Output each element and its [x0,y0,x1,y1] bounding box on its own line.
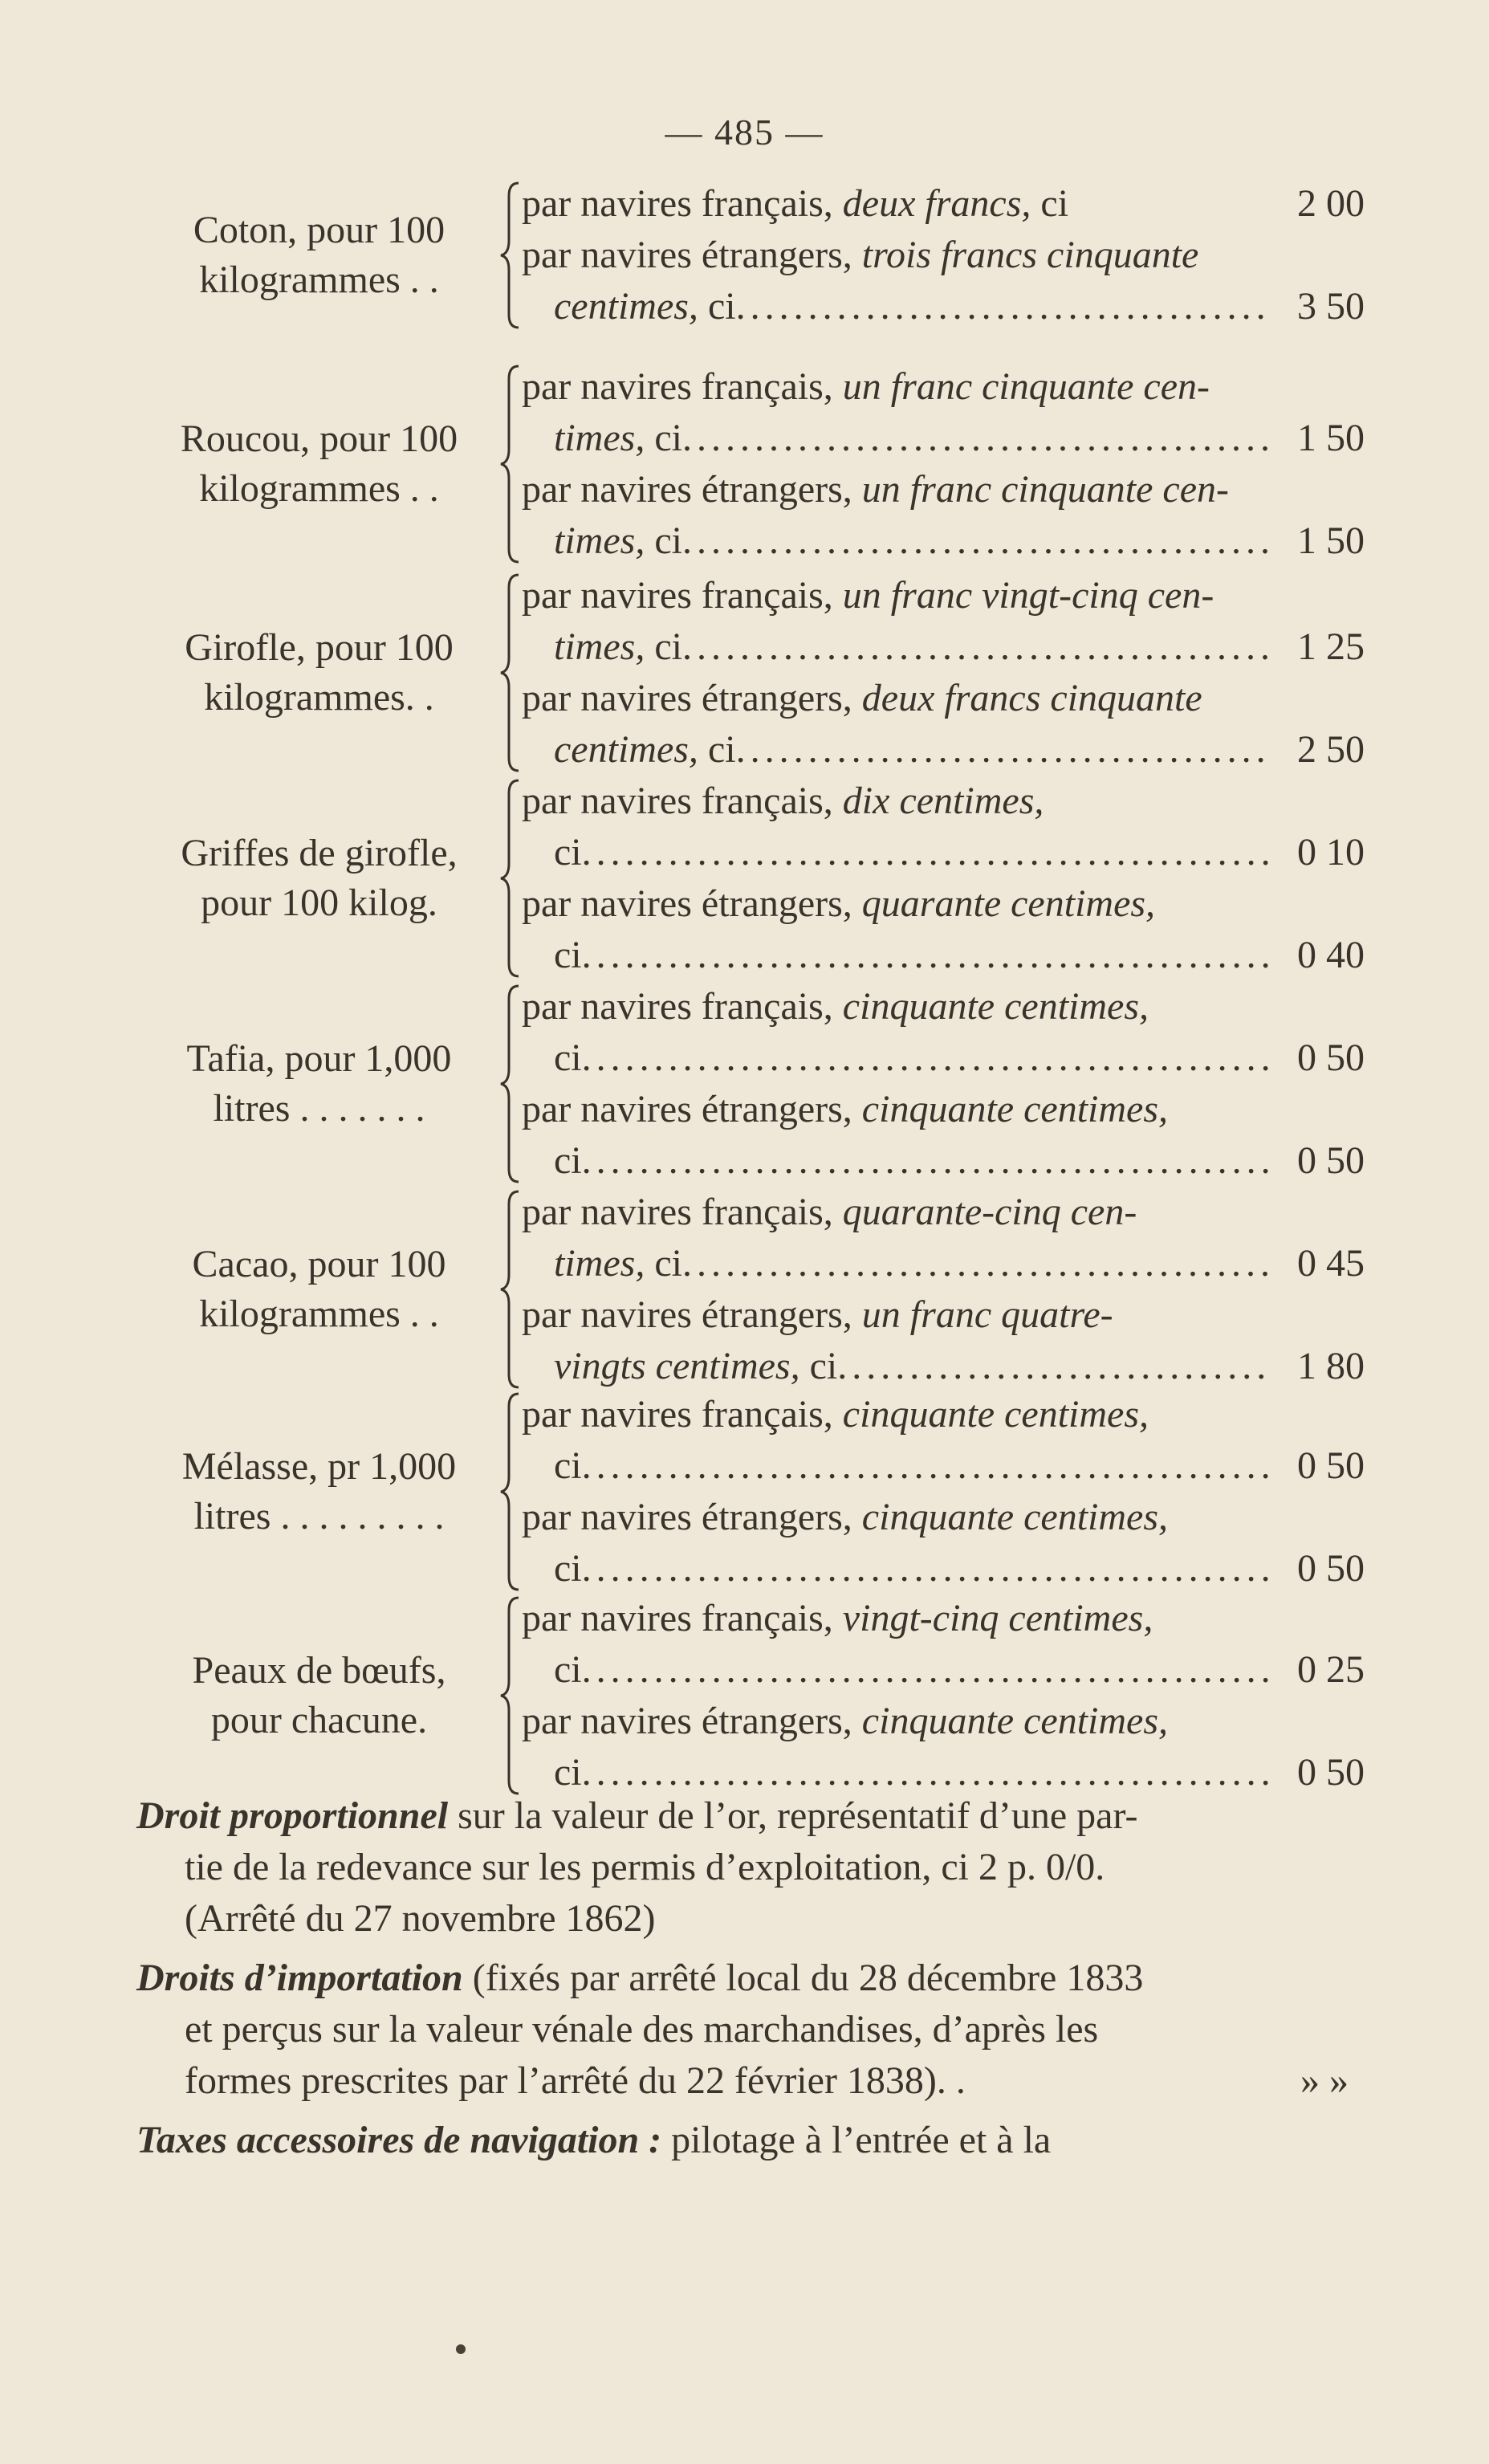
rate-amount [1268,878,1365,930]
entry-item-line: kilogrammes. . [204,676,434,719]
dot-leader [582,1644,1268,1696]
rate-line [522,230,1365,281]
rate-line [522,776,1365,827]
rate-line-italic: centimes, [554,285,698,328]
entry-item-label [136,1034,502,1134]
tariff-entry [136,981,1365,1187]
tariff-entry [136,178,1365,332]
rate-line-plain: ci [554,1751,582,1794]
rate-line [522,1543,1365,1594]
dot-leader [582,827,1268,878]
rate-line [522,1389,1365,1440]
rate-line [522,878,1365,930]
page-number: — 485 — [665,112,824,153]
taxes-text: pilotage à l’entrée et à la [661,2119,1052,2161]
rate-amount: 1 25 [1297,625,1365,668]
dot-leader [582,1032,1268,1084]
rate-amount [1268,1696,1365,1747]
dot-leader [682,515,1268,567]
rate-amount: 0 50 [1297,1139,1365,1182]
rate-line [522,515,1365,567]
spacer [1229,464,1268,515]
rate-line-italic: un franc quatre- [861,1293,1113,1336]
rate-line-italic: times, [554,625,645,668]
spacer [1214,570,1268,621]
dot-leader [582,1135,1268,1187]
rate-line-plain: par navires français, [522,1597,843,1639]
rate-line [522,673,1365,724]
rate-line [522,1289,1365,1341]
rate-line-text [554,1644,582,1696]
rate-line-text [522,1289,1113,1341]
rate-amount: 0 10 [1297,831,1365,874]
rate-line [522,464,1365,515]
spacer [1198,230,1268,281]
rate-amount: 0 25 [1297,1648,1365,1691]
rate-line [522,361,1365,413]
entry-item-label [136,829,502,928]
rate-line-text [522,1084,1168,1135]
droit-proportionnel-paragraph [136,1790,1365,1945]
rate-line-italic: cinquante centimes, [861,1700,1169,1742]
droits-importation-paragraph [136,1953,1365,2107]
rate-line-after: ci [645,1242,682,1285]
rate-line-text [554,1238,682,1289]
rate-amount: 1 50 [1297,417,1365,459]
rate-line-after: ci [1031,182,1069,225]
rate-line-text [522,1187,1137,1238]
rate-line-plain: par navires étrangers, [522,1700,862,1742]
rate-line [522,1492,1365,1543]
rate-line [522,1644,1365,1696]
rate-line-plain: par navires étrangers, [522,1496,862,1538]
rate-line-text [522,1389,1149,1440]
entry-item-line: Peaux de bœufs, [192,1649,446,1692]
rate-line [522,1032,1365,1084]
rate-line-after: ci [698,728,736,771]
rate-line-plain: par navires étrangers, [522,677,862,719]
rate-amount: 1 50 [1297,519,1365,562]
spacer [1044,776,1268,827]
rate-line [522,724,1365,776]
rate-amount: 0 40 [1297,934,1365,976]
rate-line-italic: cinquante centimes, [861,1088,1169,1130]
entry-item-label [136,1442,502,1542]
rate-line-italic: times, [554,417,645,459]
entry-item-line: litres . . . . . . . . . [193,1495,445,1537]
rate-amount [1268,1389,1365,1440]
entry-item-line: Coton, pour 100 [193,209,445,251]
droits-importation-amount: » » [1300,2059,1349,2102]
rate-line [522,981,1365,1032]
rate-line-italic: cinquante centimes, [842,1393,1149,1436]
rate-line-plain: par navires français, [522,365,843,408]
rate-amount: 0 50 [1297,1037,1365,1079]
rate-amount [1268,673,1365,724]
rate-line-italic: times, [554,1242,645,1285]
rate-line-plain: par navires étrangers, [522,1293,862,1336]
rate-line-italic: cinquante centimes, [842,985,1149,1028]
dot-leader [582,930,1268,981]
rate-line [522,827,1365,878]
entry-item-line: pour 100 kilog. [201,882,437,924]
entry-rate-lines [522,178,1365,332]
entry-item-line: Cacao, pour 100 [192,1243,446,1285]
entry-item-label [136,1646,502,1745]
entry-item-label [136,623,502,723]
rate-line-text [554,1543,582,1594]
rate-line [522,570,1365,621]
rate-line-italic: un franc cinquante cen- [842,365,1210,408]
rate-line-text [554,1341,837,1392]
droits-importation-line-2: et perçus sur la valeur vénale des marchandises, d’après les [185,2008,1099,2051]
rate-line-text [554,1440,582,1492]
dot-leader [682,1238,1268,1289]
spacer [1068,178,1268,230]
rate-line-plain: par navires étrangers, [522,882,862,925]
rate-line [522,1341,1365,1392]
rate-line-text [522,570,1214,621]
dot-leader [582,1440,1268,1492]
spacer [1210,361,1268,413]
rate-amount [1268,464,1365,515]
rate-line-text [522,464,1229,515]
tariff-entry [136,1593,1365,1798]
spacer [1137,1187,1268,1238]
entry-item-line: Mélasse, pr 1,000 [181,1445,457,1488]
rate-amount [1268,1289,1365,1341]
dot-leader [682,413,1268,464]
rate-line [522,1696,1365,1747]
rate-amount [1268,776,1365,827]
rate-line-text [554,930,582,981]
rate-line [522,178,1365,230]
rate-amount [1268,1593,1365,1644]
rate-line-italic: un franc cinquante cen- [861,468,1229,511]
tariff-entry [136,776,1365,981]
rate-line-text [554,281,736,332]
rate-line-italic: deux francs cinquante [861,677,1202,719]
rate-line-text [554,827,582,878]
spacer [1168,1084,1268,1135]
rate-line-plain: par navires étrangers, [522,468,862,511]
droit-proportionnel-line-1: sur la valeur de l’or, représentatif d’une par- [448,1794,1138,1837]
rate-line-plain: par navires étrangers, [522,234,862,276]
rate-amount [1268,570,1365,621]
entry-item-line: Roucou, pour 100 [180,417,458,460]
entry-rate-lines [522,776,1365,981]
rate-line-plain: par navires français, [522,1393,843,1436]
entry-rate-lines [522,1389,1365,1594]
rate-amount: 0 50 [1297,1751,1365,1794]
entry-item-line: Girofle, pour 100 [185,626,454,669]
droit-proportionnel-line-2: tie de la redevance sur les permis d’exploitation, ci 2 p. 0/0. [185,1846,1105,1888]
rate-amount [1268,1492,1365,1543]
tariff-entry [136,361,1365,567]
rate-line-plain: par navires français, [522,780,843,822]
spacer [1168,1492,1268,1543]
rate-line-after: ci [799,1345,838,1387]
rate-line [522,1084,1365,1135]
dot-leader [582,1543,1268,1594]
droit-proportionnel-label: Droit proportionnel [136,1794,449,1837]
spacer [1155,878,1268,930]
rate-line-text [554,1135,582,1187]
rate-line-italic: vingts centimes, [554,1345,800,1387]
droits-importation-line-1: (fixés par arrêté local du 28 décembre 1833 [462,1957,1144,1999]
rate-line-text [554,621,682,673]
rate-line-italic: un franc vingt-cinq cen- [842,574,1214,617]
entry-item-label [136,414,502,514]
rate-line-plain: ci [554,1547,582,1590]
rate-line-text [522,878,1155,930]
rate-line-text [554,1032,582,1084]
droits-importation-line-3: formes prescrites par l’arrêté du 22 février 1838). . [185,2059,966,2102]
rate-line [522,621,1365,673]
rate-line [522,1135,1365,1187]
droit-proportionnel-line-3: (Arrêté du 27 novembre 1862) [185,1897,656,1940]
tariff-entry [136,570,1365,776]
entry-rate-lines [522,361,1365,567]
rate-amount: 2 50 [1297,728,1365,771]
rate-line-after: ci [698,285,736,328]
dot-leader [736,281,1268,332]
rate-line-text [522,1696,1168,1747]
rate-line-text [522,1593,1153,1644]
rate-line-text [522,361,1210,413]
rate-line-italic: deux francs, [842,182,1031,225]
entry-item-line: litres . . . . . . . [213,1087,425,1130]
spacer [1153,1593,1268,1644]
rate-amount [1268,1187,1365,1238]
rate-amount: 3 50 [1297,285,1365,328]
rate-line-plain: ci [554,1444,582,1487]
rate-amount: 0 50 [1297,1547,1365,1590]
entry-rate-lines [522,570,1365,776]
rate-line-italic: dix centimes, [842,780,1044,822]
rate-line [522,1593,1365,1644]
rate-amount: 1 80 [1297,1345,1365,1387]
rate-line-text [554,413,682,464]
spacer [1202,673,1268,724]
rate-amount [1268,981,1365,1032]
rate-line-plain: ci [554,1648,582,1691]
rate-line-plain: ci [554,831,582,874]
rate-line-italic: cinquante centimes, [861,1496,1169,1538]
rate-line-plain: par navires français, [522,1191,843,1233]
entry-item-line: Tafia, pour 1,000 [186,1037,452,1080]
rate-amount: 2 00 [1297,182,1365,225]
rate-line-text [522,981,1149,1032]
rate-line-text [522,776,1044,827]
dot-leader [736,724,1268,776]
rate-line-plain: par navires français, [522,985,843,1028]
rate-line-italic: quarante centimes, [861,882,1156,925]
rate-line-plain: par navires français, [522,574,843,617]
spacer [1168,1696,1268,1747]
entry-item-line: pour chacune. [210,1699,428,1741]
rate-line [522,930,1365,981]
rate-line-after: ci [645,519,682,562]
taxes-paragraph [136,2115,1365,2166]
entry-rate-lines [522,981,1365,1187]
rate-line-after: ci [645,625,682,668]
spacer [1149,1389,1268,1440]
spacer [1149,981,1268,1032]
spacer [1113,1289,1268,1341]
rate-line [522,281,1365,332]
rate-line-text [522,230,1198,281]
entry-item-line: kilogrammes . . [199,467,439,510]
rate-line [522,1187,1365,1238]
rate-line-italic: centimes, [554,728,698,771]
entry-rate-lines [522,1593,1365,1798]
rate-amount [1268,1084,1365,1135]
entry-rate-lines [522,1187,1365,1392]
rate-line [522,1238,1365,1289]
entry-item-line: kilogrammes . . [199,1293,439,1335]
rate-line-italic: times, [554,519,645,562]
taxes-label: Taxes accessoires de navigation : [136,2119,662,2161]
entry-item-line: Griffes de girofle, [181,832,458,874]
droits-importation-label: Droits d’importation [136,1957,463,1999]
rate-amount: 0 45 [1297,1242,1365,1285]
rate-line-text [554,515,682,567]
rate-amount: 0 50 [1297,1444,1365,1487]
rate-line-italic: quarante-cinq cen- [842,1191,1137,1233]
tariff-entry [136,1389,1365,1594]
rate-amount [1268,230,1365,281]
rate-line-text [522,178,1068,230]
rate-line-plain: par navires étrangers, [522,1088,862,1130]
rate-line-italic: trois francs cinquante [861,234,1199,276]
rate-line-plain: ci [554,1139,582,1182]
rate-line-text [554,724,736,776]
rate-line-text [522,673,1202,724]
rate-line-after: ci [645,417,682,459]
rate-line-text [522,1492,1168,1543]
entry-item-line: kilogrammes . . [199,259,439,301]
tariff-entry [136,1187,1365,1392]
rate-line [522,413,1365,464]
entry-item-label [136,206,502,305]
ink-speck [456,2344,466,2354]
dot-leader [837,1341,1268,1392]
rate-line-plain: ci [554,934,582,976]
rate-line-italic: vingt-cinq centimes, [842,1597,1153,1639]
rate-line-plain: par navires français, [522,182,843,225]
dot-leader [682,621,1268,673]
entry-item-label [136,1240,502,1339]
rate-line-plain: ci [554,1037,582,1079]
rate-line [522,1440,1365,1492]
rate-amount [1268,361,1365,413]
